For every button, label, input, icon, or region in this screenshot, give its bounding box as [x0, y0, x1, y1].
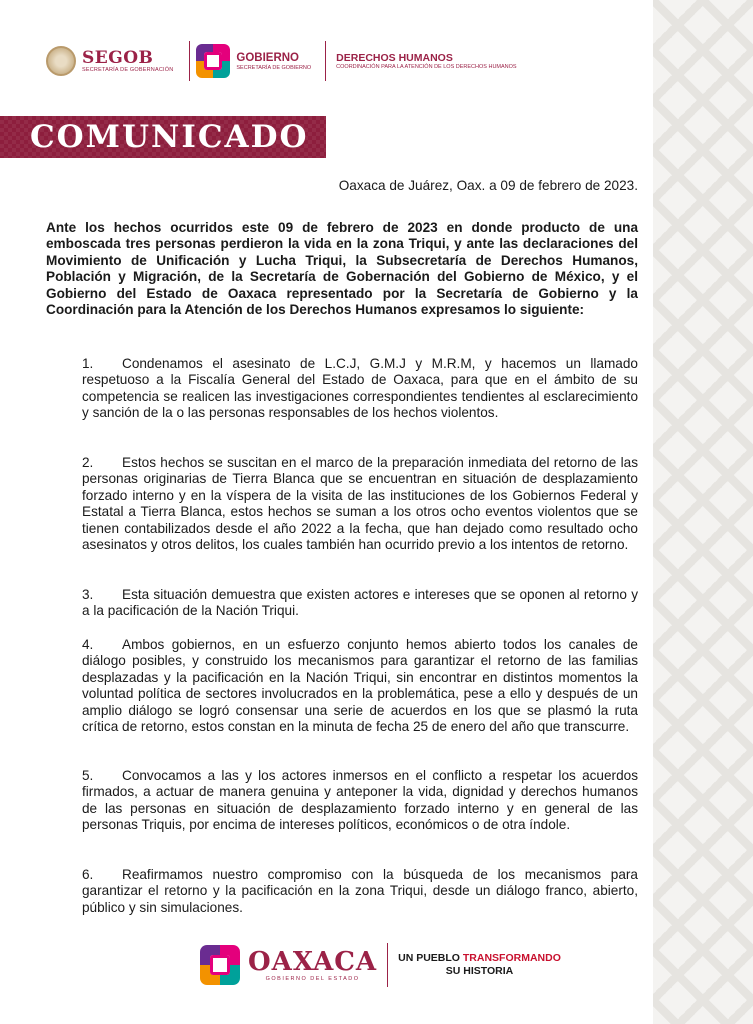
header-divider [189, 41, 190, 81]
point-number: 4. [82, 637, 94, 652]
list-item [46, 768, 638, 834]
date-line: Oaxaca de Juárez, Oax. a 09 de febrero de 2023. [338, 178, 638, 193]
point-number: 2. [82, 455, 94, 470]
footer-logos [200, 940, 561, 990]
oaxaca-name: OAXACA [248, 947, 378, 977]
point-number: 1. [82, 356, 94, 371]
derechos-humanos-logo [336, 52, 526, 70]
decorative-border [653, 0, 753, 1024]
point-number: 6. [82, 867, 94, 882]
header-divider [325, 41, 326, 81]
slogan-accent: TRANSFORMANDO [462, 952, 561, 964]
oaxaca-emblem-icon [200, 945, 240, 985]
point-text: Reafirmamos nuestro compromiso con la búsqueda de los mecanismos para garantizar el retorno y la pacificación en la zona Triqui, desde un diálogo franco, abierto, público y sin simulaciones. [82, 867, 638, 915]
footer-divider [387, 943, 388, 987]
intro-paragraph: Ante los hechos ocurridos este 09 de febrero de 2023 en donde producto de una emboscada tres personas perdieron la vida en la zona Triqui, y ante las declaraciones del Movimiento de Unificación y Lucha Triqui, la Subsecretaría de Derechos Humanos, Población y Migración, de la Secretaría de Gobernación del Gobierno de México, y el Gobierno del Estado de Oaxaca representado por la Secretaría de Gobierno y la Coordinación para la Atención de los Derechos Humanos expresamos lo siguiente: [46, 220, 638, 318]
point-text: Condenamos el asesinato de L.C.J, G.M.J y M.R.M, y hacemos un llamado respetuoso a la Fiscalía General del Estado de Oaxaca, para que en el ámbito de su competencia se realicen las investigaciones correspondientes tendientes al esclarecimiento y sanción de la o las personas responsables de los hechos violentos. [82, 356, 638, 421]
slogan-line2: SU HISTORIA [445, 965, 514, 977]
slogan [398, 952, 561, 978]
gobierno-name: GOBIERNO [236, 51, 300, 64]
list-item [46, 867, 638, 916]
slogan-part1: UN PUEBLO [398, 952, 463, 964]
list-item [46, 356, 638, 422]
oaxaca-subtitle: GOBIERNO DEL ESTADO [265, 976, 360, 982]
segob-subtitle: SECRETARÍA DE GOBERNACIÓN [82, 67, 174, 73]
point-number: 3. [82, 587, 94, 602]
ddhh-subtitle: COORDINACIÓN PARA LA ATENCIÓN DE LOS DERECHOS HUMANOS [336, 64, 517, 70]
oaxaca-emblem-icon [196, 44, 230, 78]
list-item [46, 455, 638, 553]
point-text: Esta situación demuestra que existen actores e intereses que se oponen al retorno y a la pacificación de la Nación Triqui. [82, 587, 638, 619]
gobierno-logo [236, 52, 311, 71]
gobierno-subtitle: SECRETARÍA DE GOBIERNO [236, 64, 312, 71]
oaxaca-logo [248, 948, 377, 982]
point-text: Estos hechos se suscitan en el marco de la preparación inmediata del retorno de las personas originarias de Tierra Blanca que se encuentran en situación de desplazamiento forzado interno y en la víspera de la visita de las instituciones de los Gobiernos Federal y Estatal a Tierra Blanca, estos hechos se suman a los otros ocho eventos violentos que se tienen contabilizados desde el año 2022 a la fecha, que han dejado como resultado ocho asesinatos y otros delitos, los cuales también han ocurrido previo a los intentos de retorno. [82, 455, 638, 553]
segob-logo [82, 49, 173, 73]
point-text: Convocamos a las y los actores inmersos en el conflicto a respetar los acuerdos firmados, a actuar de manera genuina y anteponer la vida, dignidad y derechos humanos de las personas en situación de desplazamiento forzado interno y en general de las personas Triquis, por encima de intereses políticos, económicos o de otra índole. [82, 768, 638, 833]
mexico-seal-icon [46, 46, 76, 76]
page-title: COMUNICADO [30, 119, 309, 155]
list-item [46, 637, 638, 735]
list-item [46, 587, 638, 620]
ddhh-name: DERECHOS HUMANOS [336, 52, 453, 64]
segob-name: SEGOB [82, 48, 154, 68]
point-number: 5. [82, 768, 94, 783]
header-logos [46, 40, 526, 82]
point-text: Ambos gobiernos, en un esfuerzo conjunto hemos abierto todos los canales de diálogo posibles, y construido los mecanismos para garantizar el retorno de las familias desplazadas y la pacificación en la Nación Triqui, sin encontrar en distintos momentos la voluntad política de sectores involucrados en la problemática, pese a ello y después de un amplio diálogo se logró consensar una serie de acuerdos en los que se plasmó la ruta crítica de retorno, estos constan en la minuta de fecha 25 de enero del año que transcurre. [82, 637, 638, 735]
